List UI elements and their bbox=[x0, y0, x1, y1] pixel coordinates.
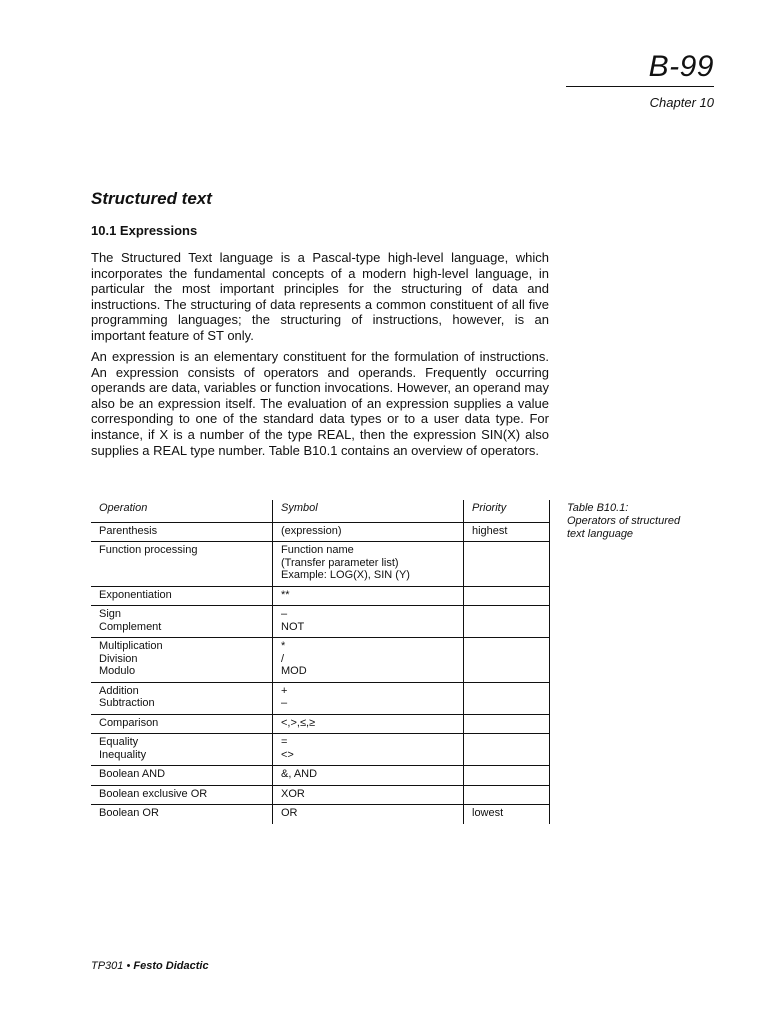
header-priority: Priority bbox=[464, 500, 550, 522]
cell-operation bbox=[91, 734, 273, 766]
symbol-text: NOT bbox=[281, 620, 305, 633]
header-rule bbox=[566, 86, 714, 87]
caption-line: Operators of structured bbox=[567, 515, 681, 527]
cell-operation bbox=[91, 638, 273, 683]
symbol-text: (Transfer parameter list) bbox=[281, 556, 399, 569]
cell-priority bbox=[464, 606, 550, 638]
cell-symbol bbox=[273, 682, 464, 714]
cell-priority: highest bbox=[464, 522, 550, 542]
cell-priority bbox=[464, 682, 550, 714]
section-title: Structured text bbox=[91, 189, 212, 208]
operation-text: Multiplication bbox=[99, 640, 163, 652]
cell-operation bbox=[91, 682, 273, 714]
operation-text: Parenthesis bbox=[99, 524, 158, 537]
symbol-text: &, AND bbox=[281, 768, 318, 780]
header-operation: Operation bbox=[99, 502, 148, 514]
operation-text: Equality bbox=[99, 736, 139, 748]
table-row bbox=[91, 805, 550, 824]
cell-priority bbox=[464, 714, 550, 734]
cell-priority: lowest bbox=[464, 805, 550, 824]
symbol-text: MOD bbox=[281, 665, 307, 677]
symbol-text: / bbox=[281, 652, 285, 665]
cell-symbol bbox=[273, 805, 464, 824]
operation-text: Modulo bbox=[99, 665, 136, 677]
table-row bbox=[91, 734, 550, 766]
symbol-text: – bbox=[281, 608, 288, 620]
symbol-text: Function name bbox=[281, 544, 354, 556]
operators-table bbox=[91, 500, 550, 824]
table-row bbox=[91, 766, 550, 786]
page-number: B-99 bbox=[648, 50, 714, 83]
table-row bbox=[91, 714, 550, 734]
cell-priority bbox=[464, 766, 550, 786]
operation-text: Subtraction bbox=[99, 697, 155, 709]
operation-text: Sign bbox=[99, 608, 122, 620]
body-paragraph-2: An expression is an elementary constituent for the formulation of instructions. An expression consists of operators and operands. Frequently occurring operands are data, variables or function invocations. However, an operand may also be an expression itself. The evaluation of an expression supplies a value corresponding to one of the standard data types or to a user data type. For instance, if X is a number of the type REAL, then the expression SIN(X) also supplies a REAL type number. Table B10.1 contains an overview of operators. bbox=[91, 349, 549, 458]
table-body bbox=[91, 522, 550, 824]
table-caption bbox=[567, 502, 707, 541]
cell-priority bbox=[464, 638, 550, 683]
operation-text: Exponentiation bbox=[99, 588, 172, 601]
symbol-text: Example: LOG(X), SIN (Y) bbox=[281, 569, 410, 581]
cell-priority bbox=[464, 785, 550, 805]
cell-operation bbox=[91, 785, 273, 805]
cell-symbol bbox=[273, 714, 464, 734]
cell-operation bbox=[91, 606, 273, 638]
cell-priority bbox=[464, 734, 550, 766]
symbol-text: (expression) bbox=[281, 524, 342, 537]
footer bbox=[91, 960, 209, 972]
chapter-label: Chapter 10 bbox=[649, 95, 714, 110]
table-row bbox=[91, 638, 550, 683]
symbol-text: * bbox=[281, 640, 286, 652]
operation-text: Addition bbox=[99, 684, 139, 697]
operation-text: Boolean OR bbox=[99, 807, 159, 819]
cell-operation bbox=[91, 586, 273, 606]
caption-line: text language bbox=[567, 528, 634, 540]
operation-text: Complement bbox=[99, 620, 162, 633]
operation-text: Comparison bbox=[99, 716, 159, 729]
table-row bbox=[91, 542, 550, 587]
table-row bbox=[91, 522, 550, 542]
footer-code: TP301 bbox=[91, 960, 124, 972]
caption-line: Table B10.1: bbox=[567, 502, 629, 514]
cell-symbol bbox=[273, 766, 464, 786]
cell-symbol bbox=[273, 522, 464, 542]
cell-symbol bbox=[273, 542, 464, 587]
cell-symbol bbox=[273, 734, 464, 766]
table-row bbox=[91, 586, 550, 606]
symbol-text: = bbox=[281, 736, 288, 748]
cell-priority bbox=[464, 586, 550, 606]
cell-symbol bbox=[273, 785, 464, 805]
cell-operation bbox=[91, 805, 273, 824]
header-symbol: Symbol bbox=[273, 500, 464, 522]
operation-text: Boolean AND bbox=[99, 768, 166, 780]
cell-operation bbox=[91, 522, 273, 542]
cell-symbol bbox=[273, 606, 464, 638]
table-row bbox=[91, 606, 550, 638]
operation-text: Boolean exclusive OR bbox=[99, 787, 208, 800]
cell-symbol bbox=[273, 638, 464, 683]
table-row bbox=[91, 785, 550, 805]
operation-text: Function processing bbox=[99, 544, 198, 556]
cell-priority bbox=[464, 542, 550, 587]
symbol-text: – bbox=[281, 697, 288, 709]
footer-brand: Festo Didactic bbox=[133, 960, 209, 972]
cell-symbol bbox=[273, 586, 464, 606]
symbol-text: <> bbox=[281, 748, 294, 761]
symbol-text: ** bbox=[281, 588, 290, 601]
cell-operation bbox=[91, 542, 273, 587]
cell-operation bbox=[91, 766, 273, 786]
operation-text: Inequality bbox=[99, 748, 147, 761]
table-header-row bbox=[91, 500, 550, 522]
cell-operation bbox=[91, 714, 273, 734]
symbol-text: XOR bbox=[281, 787, 305, 800]
symbol-text: + bbox=[281, 684, 288, 697]
body-paragraph-1: The Structured Text language is a Pascal-type high-level language, which incorporates the fundamental concepts of a modern high-level language, in particular the most important principles for the structuring of data and instructions. The structuring of data represents a common constituent of all five programming languages; the structuring of instructions, however, is an important feature of ST only. bbox=[91, 250, 549, 343]
operation-text: Division bbox=[99, 652, 138, 665]
symbol-text: OR bbox=[281, 807, 298, 819]
footer-separator: • bbox=[126, 960, 131, 972]
subsection-heading: 10.1 Expressions bbox=[91, 223, 198, 238]
symbol-text: <,>,≤,≥ bbox=[281, 716, 316, 729]
table-row bbox=[91, 682, 550, 714]
